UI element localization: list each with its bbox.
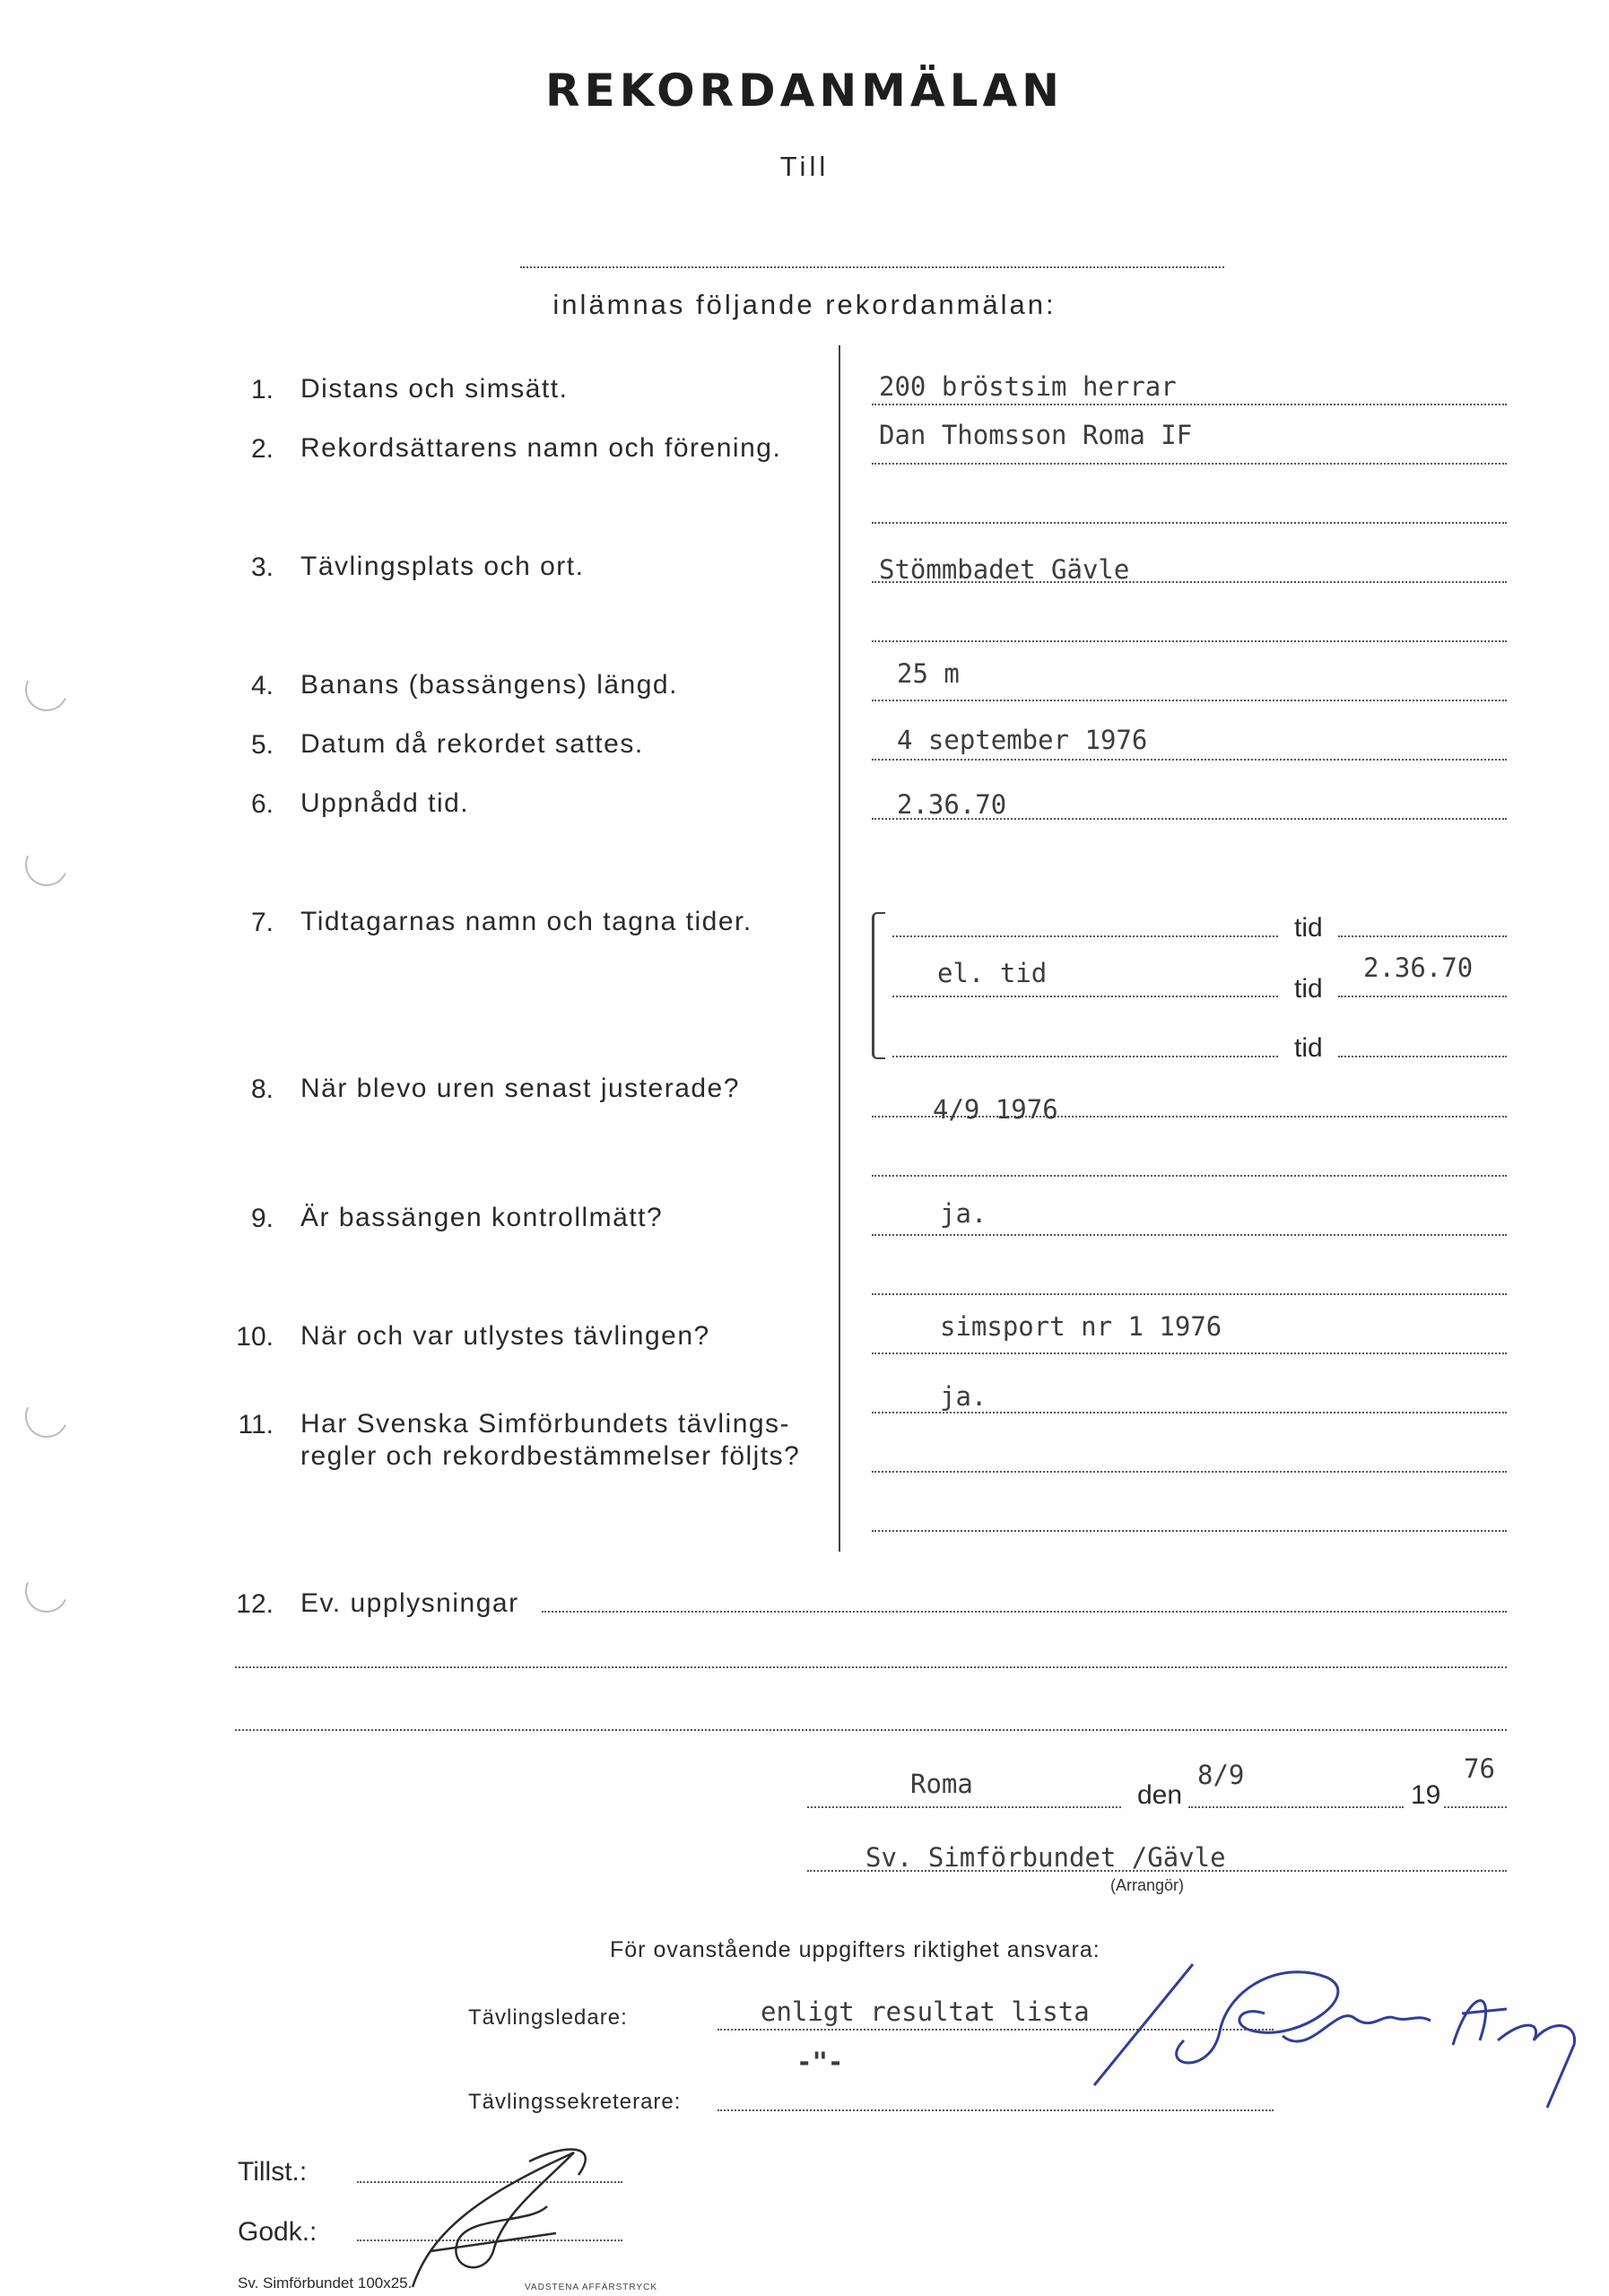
tavlingsledare-label: Tävlingsledare:	[468, 2005, 628, 2030]
place-line	[807, 1806, 1121, 1808]
question-number: 5.	[250, 730, 274, 760]
answer-line	[872, 1234, 1507, 1236]
question-number: 1.	[250, 375, 274, 404]
timer-time-line	[1338, 996, 1507, 997]
answer-line	[872, 700, 1507, 701]
timer-time-line	[1338, 935, 1507, 937]
punch-hole	[19, 837, 74, 892]
question-4: Banans (bassängens) längd.	[300, 670, 678, 700]
intro-text: inlämnas följande rekordanmälan:	[552, 289, 1057, 320]
question-number: 11.	[238, 1410, 274, 1439]
question-8: När blevo uren senast justerade?	[300, 1074, 740, 1103]
question-9: Är bassängen kontrollmätt?	[300, 1203, 664, 1232]
notes-line	[235, 1666, 1507, 1668]
answer-date: 4 september 1976	[897, 725, 1148, 755]
answer-line	[872, 1175, 1507, 1177]
question-number: 3.	[250, 552, 274, 582]
answer-line	[872, 522, 1507, 524]
signoff-year: 76	[1464, 1753, 1495, 1784]
signoff-day: 8/9	[1197, 1760, 1245, 1790]
day-line	[1188, 1806, 1404, 1808]
answer-venue: Stömmbadet Gävle	[879, 554, 1130, 585]
tid-label: tid	[1294, 974, 1323, 1004]
godk-label: Godk.:	[238, 2217, 317, 2247]
question-number: 7.	[250, 908, 274, 937]
footer-form-code: Sv. Simförbundet 100x25.	[238, 2274, 413, 2292]
question-11: Har Svenska Simförbundets tävlings-	[300, 1409, 791, 1439]
question-3: Tävlingsplats och ort.	[300, 552, 585, 581]
till-label: Till	[779, 151, 830, 182]
answer-line	[872, 1412, 1507, 1413]
tid-label: tid	[1294, 913, 1323, 943]
answer-clocks-adjusted: 4/9 1976	[933, 1094, 1058, 1125]
answer-line	[872, 640, 1507, 642]
timers-bracket	[872, 912, 885, 1059]
approval-signature	[395, 2135, 610, 2296]
tid-label: tid	[1294, 1033, 1323, 1063]
question-number: 6.	[250, 789, 274, 819]
signoff-place: Roma	[910, 1769, 973, 1799]
answer-pool-measured: ja.	[940, 1198, 987, 1229]
footer-printer: VADSTENA AFFÄRSTRYCK	[525, 2283, 657, 2292]
answer-swimmer: Dan Thomsson Roma IF	[879, 420, 1193, 450]
question-number: 12.	[236, 1589, 274, 1619]
tavlingsledare-value: enligt resultat lista	[761, 1996, 1090, 2027]
question-number: 10.	[236, 1322, 274, 1352]
punch-hole	[19, 1388, 74, 1444]
answer-line	[872, 404, 1507, 405]
answer-line	[872, 463, 1507, 465]
recipient-line	[520, 266, 1224, 268]
answer-line	[872, 1471, 1507, 1473]
responsibility-text: För ovanstående uppgifters riktighet ansvara:	[610, 1937, 1100, 1962]
notes-line	[235, 1729, 1507, 1731]
question-10: När och var utlystes tävlingen?	[300, 1321, 710, 1351]
question-2: Rekordsättarens namn och förening.	[300, 433, 782, 463]
form-title: REKORDANMÄLAN	[544, 65, 1065, 117]
timer-line	[892, 996, 1278, 997]
punch-hole	[19, 662, 74, 718]
tillst-label: Tillst.:	[238, 2157, 308, 2187]
question-number: 8.	[250, 1074, 274, 1104]
answer-announced: simsport nr 1 1976	[940, 1311, 1222, 1342]
year-prefix: 19	[1411, 1780, 1441, 1810]
answer-line	[872, 1530, 1507, 1532]
question-1: Distans och simsätt.	[300, 374, 569, 404]
signature-bengtsson	[1076, 1933, 1596, 2112]
timer-line	[892, 935, 1278, 937]
column-divider	[839, 345, 840, 1552]
question-5: Datum då rekordet sattes.	[300, 729, 644, 759]
answer-line	[872, 1352, 1507, 1354]
timer-time: 2.36.70	[1363, 952, 1474, 983]
question-6: Uppnådd tid.	[300, 788, 470, 818]
arrangor-label: (Arrangör)	[1110, 1876, 1185, 1894]
question-number: 9.	[250, 1204, 274, 1233]
signoff-organizer: Sv. Simförbundet /Gävle	[865, 1842, 1226, 1873]
organizer-line	[807, 1870, 1507, 1872]
timer-time-line	[1338, 1056, 1507, 1057]
answer-line	[872, 1293, 1507, 1295]
punch-hole	[19, 1563, 74, 1619]
notes-line	[542, 1611, 1507, 1613]
answer-line	[872, 759, 1507, 761]
tavlingssekreterare-label: Tävlingssekreterare:	[468, 2090, 682, 2114]
answer-pool-length: 25 m	[897, 658, 960, 689]
question-7: Tidtagarnas namn och tagna tider.	[300, 907, 752, 936]
question-number: 4.	[250, 671, 274, 700]
question-11-continued: regler och rekordbestämmelser följts?	[300, 1441, 801, 1471]
den-label: den	[1137, 1780, 1183, 1810]
tavlingssekreterare-value: -"-	[796, 2047, 844, 2077]
timer-name: el. tid	[937, 958, 1048, 988]
answer-time: 2.36.70	[897, 789, 1007, 820]
timer-line	[892, 1056, 1278, 1057]
question-number: 2.	[250, 434, 274, 464]
answer-rules-followed: ja.	[940, 1381, 987, 1412]
answer-distance: 200 bröstsim herrar	[879, 371, 1177, 402]
question-12: Ev. upplysningar	[300, 1588, 519, 1618]
year-line	[1444, 1806, 1507, 1808]
